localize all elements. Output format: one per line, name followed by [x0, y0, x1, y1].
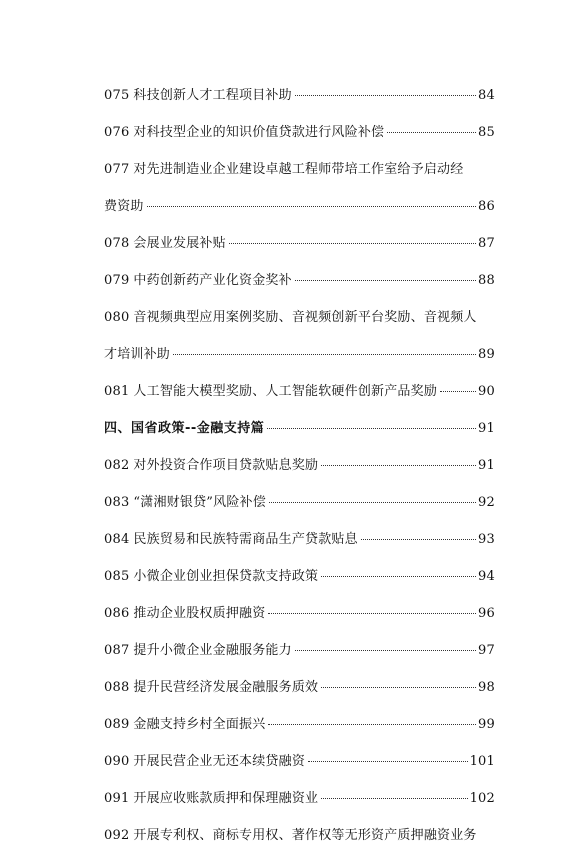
dot-leader — [147, 206, 476, 207]
entry-number: 081 — [104, 384, 130, 399]
toc-entry-082[interactable] — [104, 457, 495, 474]
entry-title: 开展民营企业无还本续贷融资 — [133, 754, 306, 769]
entry-page-number: 94 — [478, 569, 495, 584]
toc-entry-075[interactable] — [104, 87, 495, 104]
entry-title: 推动企业股权质押融资 — [133, 606, 266, 621]
entry-title: 开展专利权、商标专用权、著作权等无形资产质押融资业务 — [133, 828, 477, 843]
entry-title: 提升小微企业金融服务能力 — [133, 643, 292, 658]
entry-page-number: 84 — [478, 88, 495, 103]
entry-title-line1: 对先进制造业企业建设卓越工程师带培工作室给予启动经 — [133, 162, 464, 177]
entry-page-number: 87 — [478, 236, 495, 251]
entry-page-number: 92 — [478, 495, 495, 510]
entry-number: 077 — [104, 162, 130, 177]
entry-title: 开展应收账款质押和保理融资业 — [133, 791, 319, 806]
entry-number: 075 — [104, 88, 130, 103]
dot-leader — [440, 391, 476, 392]
dot-leader — [295, 95, 476, 96]
toc-entry-090[interactable] — [104, 753, 495, 770]
entry-title: 对科技型企业的知识价值贷款进行风险补偿 — [133, 125, 385, 140]
toc-entry-079[interactable] — [104, 272, 495, 289]
entry-number: 088 — [104, 680, 130, 695]
toc-entry-084[interactable] — [104, 531, 495, 548]
toc-entry-088[interactable] — [104, 679, 495, 696]
dot-leader — [269, 502, 476, 503]
entry-title: 对外投资合作项目贷款贴息奖励 — [133, 458, 319, 473]
dot-leader — [268, 613, 476, 614]
entry-number: 086 — [104, 606, 130, 621]
dot-leader — [387, 132, 476, 133]
entry-number: 087 — [104, 643, 130, 658]
toc-entry-076[interactable] — [104, 124, 495, 141]
table-of-contents — [104, 87, 495, 844]
entry-title: 提升民营经济发展金融服务质效 — [133, 680, 319, 695]
entry-page-number: 99 — [478, 717, 495, 732]
entry-page-number: 90 — [478, 384, 495, 399]
toc-entry-077[interactable] — [104, 161, 495, 215]
entry-number: 080 — [104, 310, 130, 325]
dot-leader — [267, 428, 476, 429]
dot-leader — [268, 724, 476, 725]
dot-leader — [321, 576, 476, 577]
entry-page-number: 88 — [478, 273, 495, 288]
entry-page-number: 91 — [478, 458, 495, 473]
dot-leader — [308, 761, 468, 762]
toc-entry-085[interactable] — [104, 568, 495, 585]
dot-leader — [321, 798, 467, 799]
toc-entry-089[interactable] — [104, 716, 495, 733]
entry-number: 090 — [104, 754, 130, 769]
entry-title-line2: 才培训补助 — [104, 347, 171, 362]
entry-title: 科技创新人才工程项目补助 — [133, 88, 292, 103]
entry-title: “潇湘财银贷”风险补偿 — [133, 495, 266, 510]
entry-page-number: 96 — [478, 606, 495, 621]
entry-page-number: 98 — [478, 680, 495, 695]
toc-entry-092[interactable] — [104, 827, 495, 844]
toc-entry-086[interactable] — [104, 605, 495, 622]
entry-title: 民族贸易和民族特需商品生产贷款贴息 — [133, 532, 358, 547]
dot-leader — [321, 465, 476, 466]
entry-number: 092 — [104, 828, 130, 843]
entry-title-line1: 音视频典型应用案例奖励、音视频创新平台奖励、音视频人 — [133, 310, 477, 325]
entry-number: 078 — [104, 236, 130, 251]
entry-number: 082 — [104, 458, 130, 473]
dot-leader — [295, 650, 476, 651]
dot-leader — [295, 280, 476, 281]
toc-entry-083[interactable] — [104, 494, 495, 511]
entry-title: 金融支持乡村全面振兴 — [133, 717, 266, 732]
dot-leader — [361, 539, 476, 540]
entry-title: 中药创新药产业化资金奖补 — [133, 273, 292, 288]
toc-section-finance[interactable] — [104, 420, 495, 437]
entry-number: 089 — [104, 717, 130, 732]
dot-leader — [173, 354, 476, 355]
entry-title: 会展业发展补贴 — [133, 236, 226, 251]
entry-page-number: 89 — [478, 347, 495, 362]
dot-leader — [321, 687, 476, 688]
entry-number: 076 — [104, 125, 130, 140]
toc-entry-081[interactable] — [104, 383, 495, 400]
toc-entry-078[interactable] — [104, 235, 495, 252]
entry-title-line2: 费资助 — [104, 199, 144, 214]
entry-number: 091 — [104, 791, 130, 806]
entry-title: 人工智能大模型奖励、人工智能软硬件创新产品奖励 — [133, 384, 438, 399]
toc-entry-087[interactable] — [104, 642, 495, 659]
dot-leader — [229, 243, 476, 244]
toc-entry-080[interactable] — [104, 309, 495, 363]
entry-page-number: 85 — [478, 125, 495, 140]
entry-number: 083 — [104, 495, 130, 510]
entry-number: 079 — [104, 273, 130, 288]
entry-title: 小微企业创业担保贷款支持政策 — [133, 569, 319, 584]
section-title: 四、国省政策--金融支持篇 — [104, 421, 265, 436]
entry-number: 084 — [104, 532, 130, 547]
entry-page-number: 102 — [469, 791, 495, 806]
entry-number: 085 — [104, 569, 130, 584]
entry-page-number: 91 — [478, 421, 495, 436]
entry-page-number: 101 — [469, 754, 495, 769]
entry-page-number: 93 — [478, 532, 495, 547]
entry-page-number: 97 — [478, 643, 495, 658]
entry-page-number: 86 — [478, 199, 495, 214]
